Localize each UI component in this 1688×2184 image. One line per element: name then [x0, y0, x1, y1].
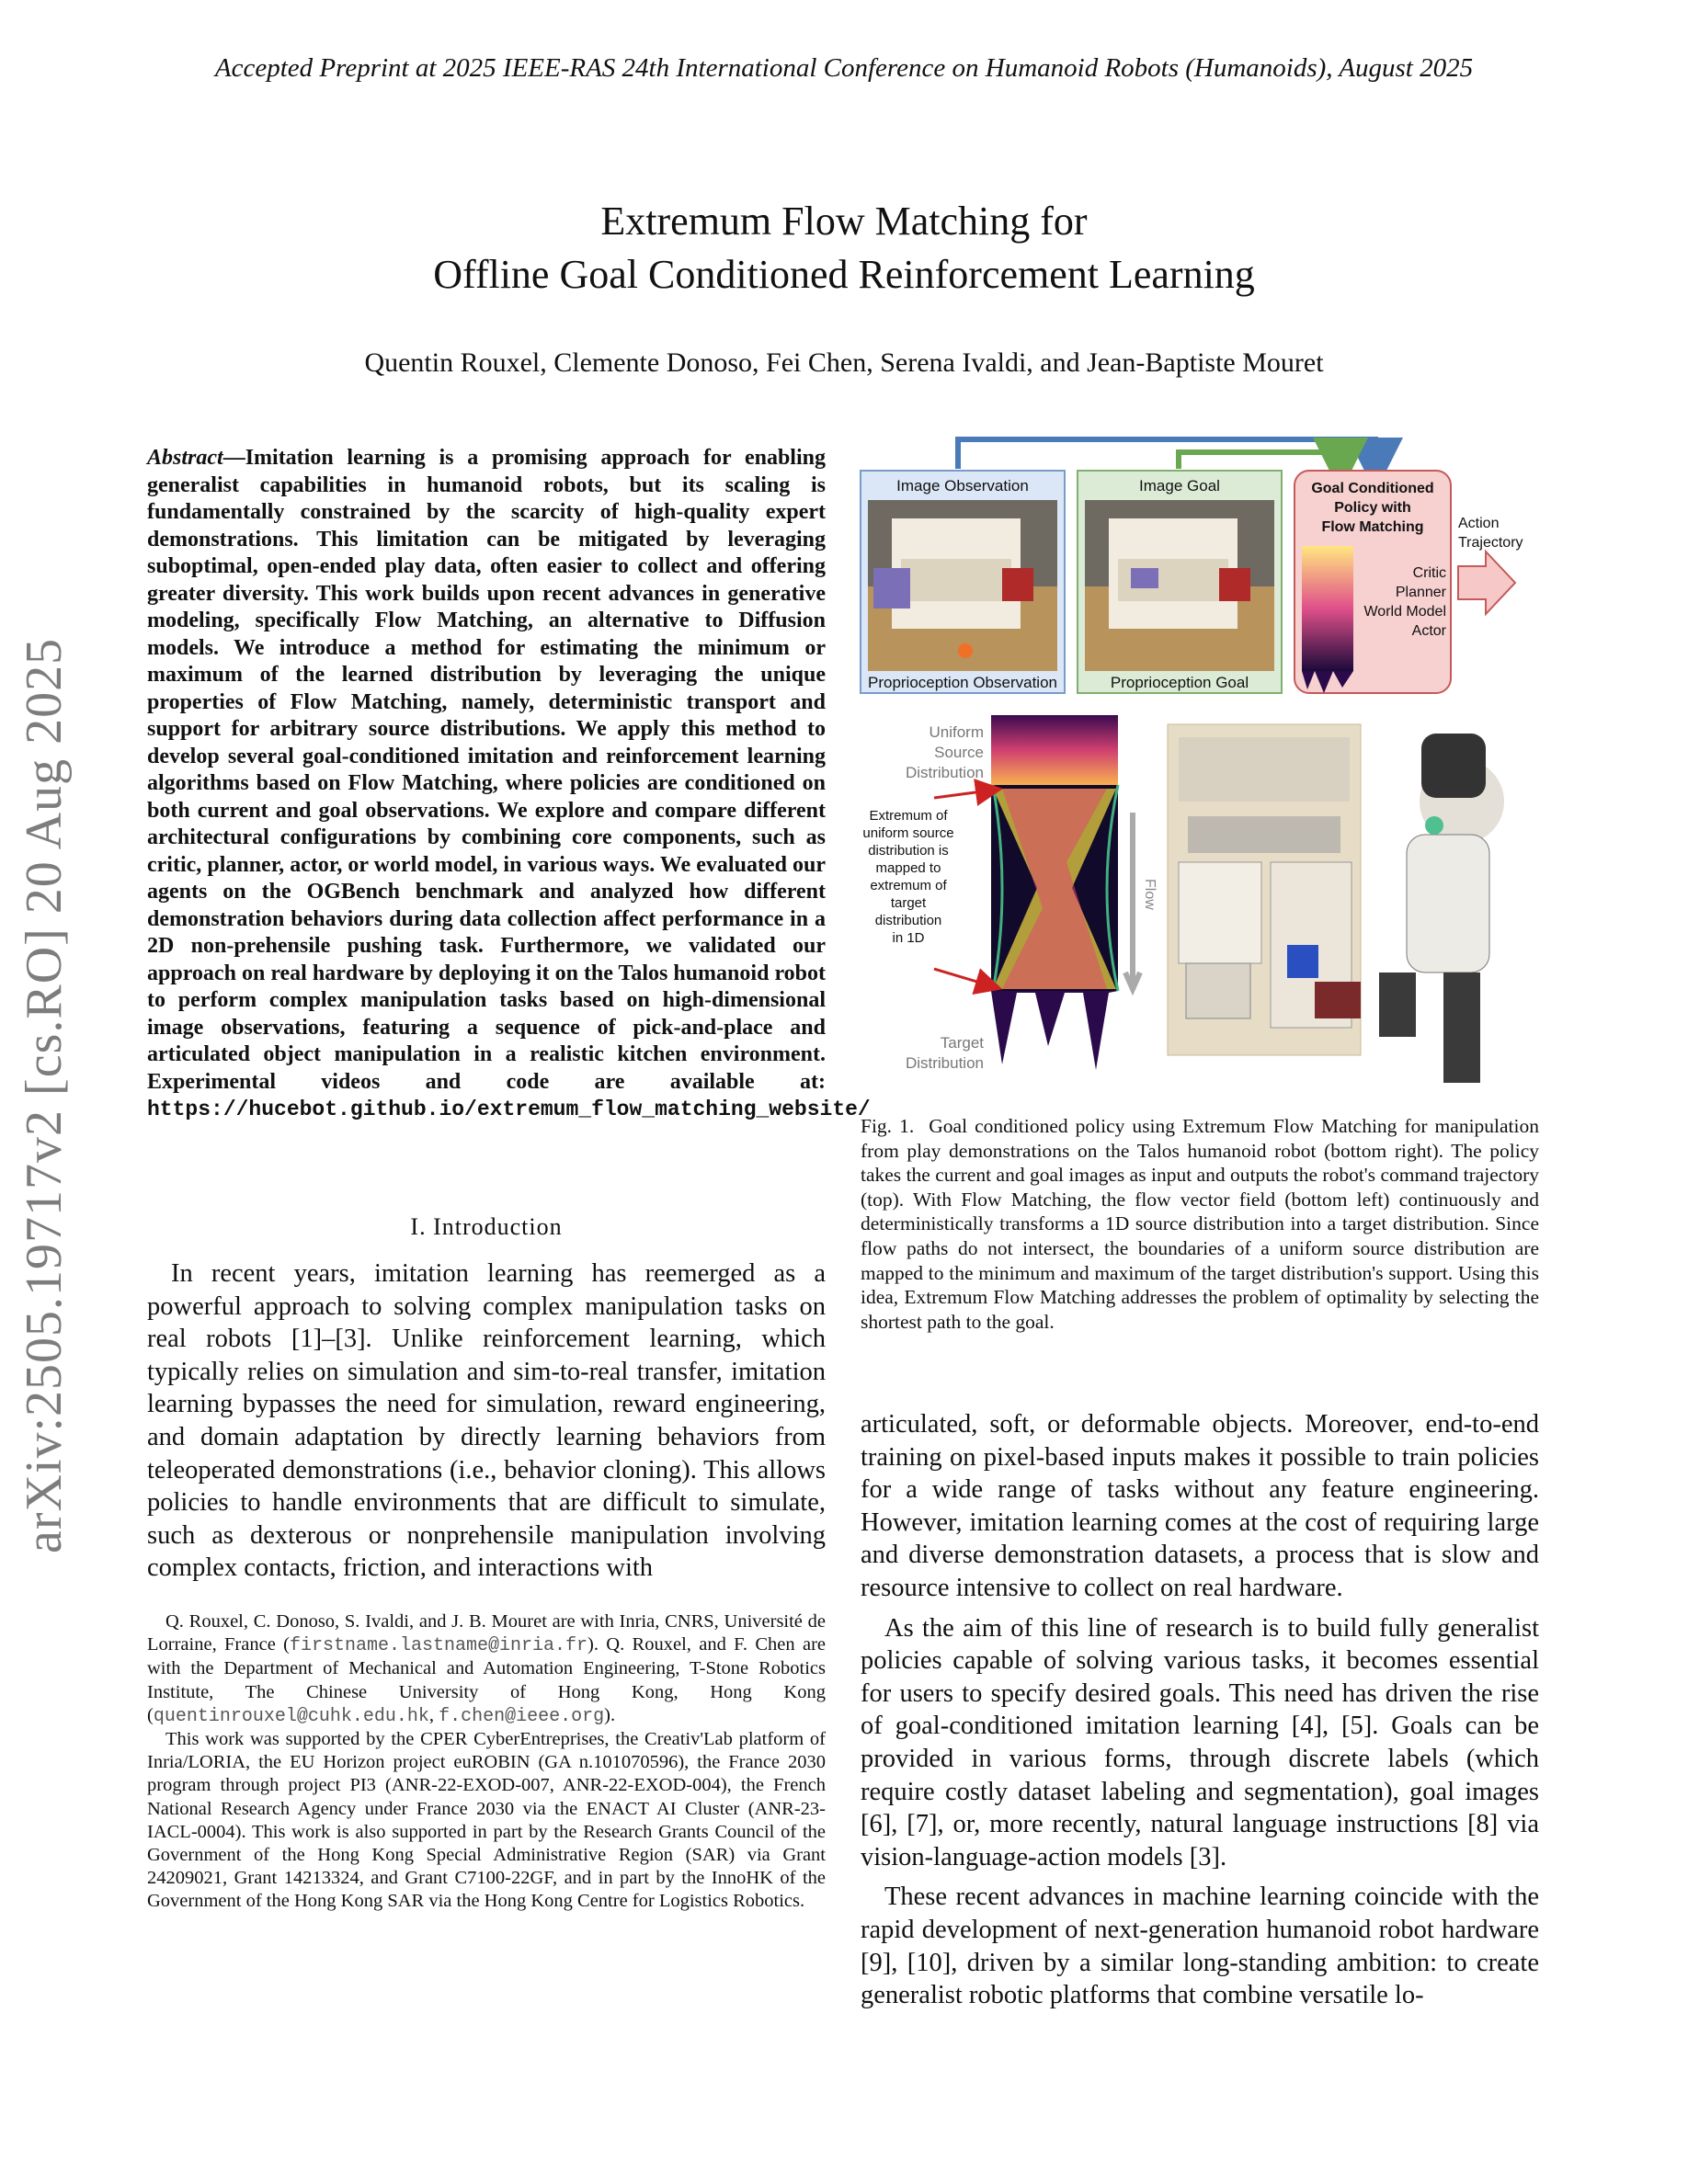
extremum-label-line-7: distribution — [874, 913, 942, 928]
right-paragraph-2: As the aim of this line of research is to build fully generalist policies capable of solving various tasks, it becomes essential for users to specify desired goals. This need has driven the rise of goal-conditioned imitation learning [4], [5]. Goals can be provided in various forms, through discrete labels (which require costly dataset labeling and segmentation), goal images [6], [7], or, more recently, natural language instructions [8] via vision-language-action models [3]. — [861, 1613, 1539, 1871]
policy-title-line-3: Flow Matching — [1321, 519, 1424, 535]
extremum-label-line-3: distribution is — [868, 843, 949, 859]
figure-caption — [861, 1114, 1539, 1334]
green-connector-arrow — [1179, 452, 1340, 469]
caption-text: Goal conditioned policy using Extremum Flow Matching for manipulation from play demonstrations on the Talos humanoid robot (bottom right). The policy takes the current and goal images as input and outputs the robot's command trajectory (top). With Flow Matching, the flow vector field (bottom left) continuously and deterministically transforms a 1D source distribution into a target distribution. Since flow paths do not intersect, the boundaries of a uniform source distribution are mapped to the minimum and maximum of the target distribution's support. Using this idea, Extremum Flow Matching addresses the problem of optimality by selecting the shortest path to the goal. — [861, 1115, 1540, 1333]
introduction-paragraph — [147, 1257, 826, 1585]
action-label-line-1: Action — [1458, 516, 1500, 531]
target-label-line-2: Distribution — [905, 1054, 984, 1072]
figure-1 — [855, 430, 1545, 1092]
goal-photo — [1085, 500, 1274, 671]
venue-header: Accepted Preprint at 2025 IEEE-RAS 24th International Conference on Humanoid Robots (Humanoids), August 2025 — [214, 53, 1474, 83]
image-observation-label: Image Observation — [896, 477, 1029, 495]
abstract-dash: — — [222, 446, 245, 470]
author-list: Quentin Rouxel, Clemente Donoso, Fei Chen, Serena Ivaldi, and Jean-Baptiste Mouret — [364, 347, 1324, 378]
intro-text: In recent years, imitation learning has reemerged as a powerful approach to solving complex manipulation tasks on real robots [1]–[3]. Unlike reinforcement learning, which typically relies on simulation and sim-to-real transfer, imitation learning bypasses the need for simulation, reward engineering, and domain adaptation by directly learning behaviors from teleoperated demonstrations (i.e., behavior cloning). This allows policies to handle environments that are difficult to simulate, such as dexterous or nonprehensile manipulation involving complex contacts, friction, and interactions with — [147, 1259, 826, 1583]
extremum-label-line-6: target — [890, 895, 927, 911]
section-heading-introduction: I. Introduction — [410, 1213, 563, 1240]
title-line-1: Extremum Flow Matching for — [600, 199, 1088, 244]
abstract-text: Imitation learning is a promising approach for enabling generalist capabilities in humanoid robots, but its scaling is fundamentally constrained by the scarcity of high-quality expert demonstrations. This limitation can be mitigated by leveraging suboptimal, open-ended play data, often easier to collect and offering greater diversity. This work builds upon recent advances in generative modeling, specifically Flow Matching, an alternative to Diffusion models. We introduce a method for estimating the minimum or maximum of the learned distribution by leveraging the unique properties of Flow Matching, namely, deterministic transport and support for arbitrary source distributions. We apply this method to develop several goal-conditioned imitation and reinforcement learning algorithms based on Flow Matching, where policies are conditioned on both current and goal observations. We explore and compare different architectural configurations by combining core components, such as critic, planner, actor, or world model, in various ways. We evaluated our agents on the OGBench benchmark and analyzed how different demonstration behaviors during data collection affect performance in a 2D non-prehensile pushing task. Furthermore, we validated our approach on real hardware by deploying it on the Talos humanoid robot to perform complex manipulation tasks based on high-dimensional image observations, featuring a sequence of pick-and-place and articulated object manipulation in a realistic kitchen environment. Experimental videos and code are available at: — [147, 446, 826, 1094]
uniform-label-line-1: Uniform — [929, 723, 984, 741]
email-ieee: f.chen@ieee.org — [439, 1705, 605, 1727]
extremum-label-line-8: in 1D — [892, 930, 925, 946]
policy-title-line-2: Policy with — [1334, 500, 1411, 516]
action-output-arrow — [1458, 552, 1515, 614]
right-paragraph-1: articulated, soft, or deformable objects. Moreover, end-to-end training on pixel-based inputs makes it possible to train policies for a wide range of tasks without any feature engineering. However, imitation learning comes at the cost of requiring large and diverse demonstration datasets, a process that is slow and resource intensive to collect on real hardware. — [861, 1410, 1539, 1602]
component-planner: Planner — [1395, 585, 1446, 600]
target-distribution — [991, 991, 1118, 1070]
component-actor: Actor — [1411, 623, 1446, 639]
robot-kitchen-photo — [1158, 711, 1539, 1083]
email-inria: firstname.lastname@inria.fr — [289, 1635, 588, 1657]
source-distribution — [991, 715, 1118, 785]
email-cuhk: quentinrouxel@cuhk.edu.hk — [153, 1705, 429, 1727]
caption-label: Fig. 1. — [861, 1115, 915, 1137]
flow-label: Flow — [1142, 879, 1158, 910]
extremum-arrow-top — [934, 791, 989, 798]
image-goal-label: Image Goal — [1139, 477, 1220, 495]
policy-title-line-1: Goal Conditioned — [1311, 481, 1434, 496]
action-label-line-2: Trajectory — [1458, 535, 1523, 551]
extremum-label-line-1: Extremum of — [869, 808, 948, 824]
component-world-model: World Model — [1363, 604, 1446, 620]
uniform-label-line-3: Distribution — [905, 764, 984, 781]
flow-direction-arrow — [1125, 813, 1140, 989]
title-line-2: Offline Goal Conditioned Reinforcement Learning — [433, 252, 1255, 297]
extremum-label-line-4: mapped to — [875, 860, 941, 876]
extremum-label-line-5: extremum of — [870, 878, 947, 893]
affiliation-footnote — [147, 1610, 826, 1914]
mini-flow-icon — [1302, 546, 1353, 693]
extremum-arrow-bottom — [934, 969, 989, 985]
target-label-line-1: Target — [940, 1034, 984, 1052]
component-critic: Critic — [1412, 565, 1446, 581]
proprio-goal-label: Proprioception Goal — [1110, 674, 1249, 691]
proprio-observation-label: Proprioception Observation — [867, 674, 1058, 691]
abstract — [147, 445, 871, 1124]
abstract-url-link[interactable]: https://hucebot.github.io/extremum_flow_matching_website/ — [147, 1098, 871, 1121]
extremum-label-line-2: uniform source — [862, 825, 954, 841]
uniform-label-line-2: Source — [934, 744, 984, 761]
right-column-body — [861, 1408, 1539, 2019]
footnote-funding: This work was supported by the CPER CyberEntreprises, the Creativ'Lab platform of Inria/LORIA, the EU Horizon project euROBIN (GA n.101070596), the France 2030 program through project PI3 (ANR-22-EXOD-007, ANR-22-EXOD-004), the French National Research Agency under France 2030 via the ENACT AI Cluster (ANR-23-IACL-0004). This work is also supported in part by the Research Grants Council of the Government of the Hong Kong Special Administrative Region (SAR) via Grant 24209021, Grant 14213324, and Grant C7100-22GF, and in part by the InnoHK of the Government of the Hong Kong SAR via the Hong Kong Centre for Logistics Robotics. — [147, 1729, 826, 1912]
footnote-affiliations: Q. Rouxel, C. Donoso, S. Ivaldi, and J. B. Mouret are with Inria, CNRS, Université de Lorraine, France (firstname.lastname@inria.fr). Q. Rouxel, and F. Chen are with the Department of Mechanical and Automation Engineering, T-Stone Robotics Institute, The Chinese University of Hong Kong, Hong Kong (quentinrouxel@cuhk.edu.hk, f.chen@ieee.org). — [147, 1611, 826, 1727]
right-paragraph-3: These recent advances in machine learning coincide with the rapid development of next-generation humanoid robot hardware [9], [10], driven by a similar long-standing ambition: to create generalist robotic platforms that combine versatile lo- — [861, 1883, 1539, 2010]
paper-title — [0, 195, 1688, 301]
observation-photo — [868, 500, 1057, 671]
arxiv-stamp: arXiv:2505.19717v2 [cs.RO] 20 Aug 2025 — [16, 637, 73, 1553]
abstract-lead: Abstract — [147, 446, 223, 470]
